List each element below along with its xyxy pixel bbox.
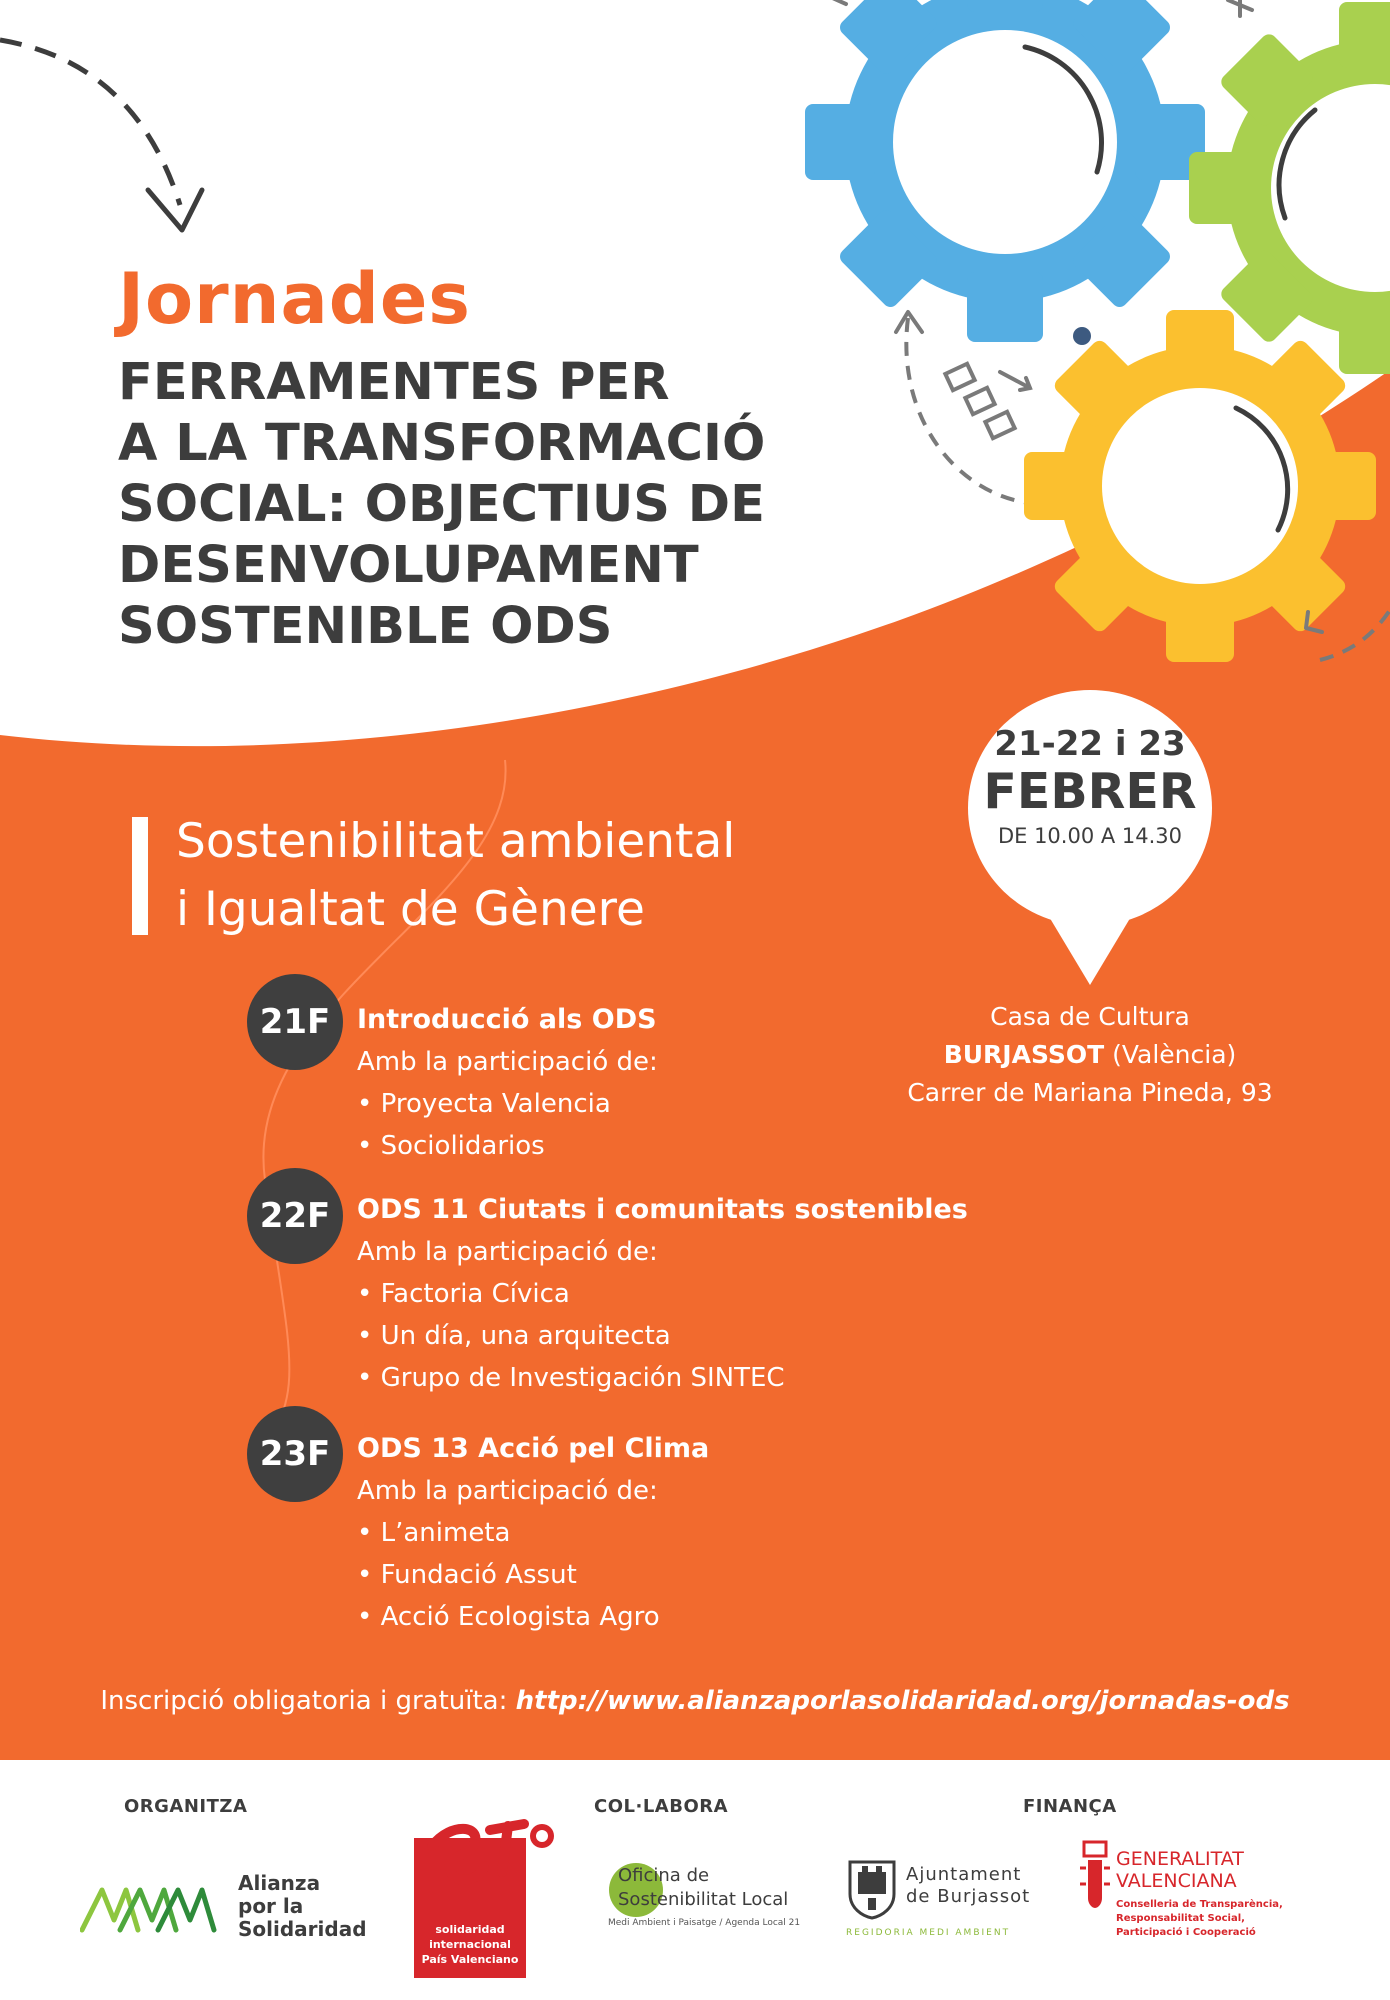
- session-with-label: Amb la participació de:: [357, 1047, 658, 1077]
- venue-town-line: [880, 1036, 1300, 1074]
- dashed-arrow-line: [0, 40, 180, 205]
- participant-item: • Un día, una arquitecta: [357, 1321, 671, 1351]
- participant-list: [357, 1083, 658, 1167]
- subtitle-line: Sostenibilitat ambiental: [176, 814, 736, 869]
- venue-region: (València): [1112, 1040, 1237, 1069]
- venue-town: BURJASSOT: [943, 1040, 1105, 1069]
- squares-icon: [945, 364, 1030, 438]
- oficina-logo-text: Sostenibilitat Local: [618, 1889, 789, 1910]
- generalitat-logo-subtext: Responsabilitat Social,: [1116, 1913, 1245, 1924]
- generalitat-logo-text: GENERALITAT: [1116, 1848, 1244, 1870]
- participant-item: • Proyecta Valencia: [357, 1089, 611, 1119]
- date-days: 21-22 i 23: [994, 724, 1186, 764]
- registration-label: Inscripció obligatoria i gratuïta:: [100, 1686, 508, 1716]
- organitza-label: ORGANITZA: [124, 1796, 248, 1817]
- solidaridad-logo-text: internacional: [429, 1938, 511, 1951]
- day-badge-22f: 22F: [247, 1168, 343, 1264]
- oficina-sostenibilitat-logo: [608, 1856, 818, 1946]
- generalitat-valenciana-logo: [1078, 1838, 1378, 1978]
- participant-item: • Sociolidarios: [357, 1131, 545, 1161]
- blue-gear-icon: [805, 0, 1205, 342]
- venue-name: Casa de Cultura: [990, 1002, 1190, 1031]
- generalitat-logo-subtext: Participació i Cooperació: [1116, 1927, 1256, 1938]
- participant-item: • Factoria Cívica: [357, 1279, 570, 1309]
- day-badge-23f: 23F: [247, 1406, 343, 1502]
- generalitat-emblem-icon: [1078, 1838, 1112, 1912]
- title-line: FERRAMENTES PER: [118, 353, 670, 412]
- solidaridad-logo-text: solidaridad: [435, 1923, 505, 1936]
- solidaridad-logo-text: País Valenciano: [421, 1953, 519, 1966]
- session-title: ODS 13 Acció pel Clima: [357, 1433, 710, 1464]
- session-title: ODS 11 Ciutats i comunitats sostenibles: [357, 1194, 968, 1225]
- date-time: DE 10.00 A 14.30: [997, 824, 1183, 848]
- solidaridad-internacional-logo: [412, 1816, 562, 1986]
- alianza-waves-icon: [80, 1870, 230, 1950]
- ajuntament-burjassot-logo: [846, 1856, 1031, 1946]
- collabora-label: COL·LABORA: [594, 1796, 729, 1817]
- small-dot-icon: [1073, 327, 1091, 345]
- ajuntament-logo-text: de Burjassot: [906, 1886, 1031, 1907]
- participant-list: [357, 1273, 968, 1399]
- title-line: DESENVOLUPAMENT: [118, 536, 699, 595]
- alianza-logo-text: Solidaridad: [238, 1917, 367, 1941]
- plus-mark-icon: [828, 0, 846, 4]
- session-22f: [357, 1189, 968, 1399]
- footer: [0, 1760, 1390, 2000]
- session-title: Introducció als ODS: [357, 1004, 657, 1035]
- alianza-logo: [80, 1860, 370, 1960]
- registration-line: [0, 1686, 1390, 1716]
- participant-item: • Fundació Assut: [357, 1560, 577, 1590]
- jornades-heading: Jornades: [118, 258, 471, 340]
- participant-item: • Acció Ecologista Agro: [357, 1602, 660, 1632]
- generalitat-logo-subtext: Conselleria de Transparència,: [1116, 1899, 1283, 1910]
- title-line: SOSTENIBLE ODS: [118, 597, 613, 656]
- subtitle: [176, 808, 735, 944]
- venue: [880, 998, 1300, 1112]
- venue-address: Carrer de Mariana Pineda, 93: [907, 1078, 1273, 1107]
- oficina-logo-text: Oficina de: [618, 1865, 710, 1886]
- yellow-gear-icon: [1024, 310, 1376, 662]
- event-title: [118, 352, 765, 657]
- session-with-label: Amb la participació de:: [357, 1237, 658, 1267]
- oficina-logo-subtext: Medi Ambient i Paisatge / Agenda Local 21: [608, 1918, 801, 1928]
- participant-item: • L’animeta: [357, 1518, 511, 1548]
- generalitat-logo-text: VALENCIANA: [1116, 1870, 1237, 1892]
- solidaridad-si-icon: [412, 1816, 562, 1916]
- burjassot-shield-icon: [846, 1856, 898, 1920]
- day-badge-21f: 21F: [247, 974, 343, 1070]
- subtitle-line: i Igualtat de Gènere: [176, 882, 645, 937]
- financa-label: FINANÇA: [1023, 1796, 1117, 1817]
- date-month: FEBRER: [983, 763, 1197, 820]
- participant-item: • Grupo de Investigación SINTEC: [357, 1363, 785, 1393]
- date-bubble: [965, 686, 1215, 848]
- alianza-logo-text: Alianza: [238, 1871, 321, 1895]
- title-line: A LA TRANSFORMACIÓ: [118, 414, 766, 473]
- subtitle-accent-bar: [132, 817, 148, 935]
- alianza-logo-text: por la: [238, 1894, 304, 1918]
- session-23f: [357, 1428, 709, 1638]
- session-21f: [357, 999, 658, 1167]
- ajuntament-logo-subtext: REGIDORIA MEDI AMBIENT: [846, 1928, 1011, 1938]
- ajuntament-logo-text: Ajuntament: [906, 1864, 1022, 1885]
- registration-link[interactable]: http://www.alianzaporlasolidaridad.org/jornadas-ods: [515, 1686, 1290, 1716]
- title-line: SOCIAL: OBJECTIUS DE: [118, 475, 765, 534]
- dashed-arrow-head: [148, 190, 202, 230]
- participant-list: [357, 1512, 709, 1638]
- plus-mark-icon: [1228, 0, 1252, 16]
- session-with-label: Amb la participació de:: [357, 1476, 658, 1506]
